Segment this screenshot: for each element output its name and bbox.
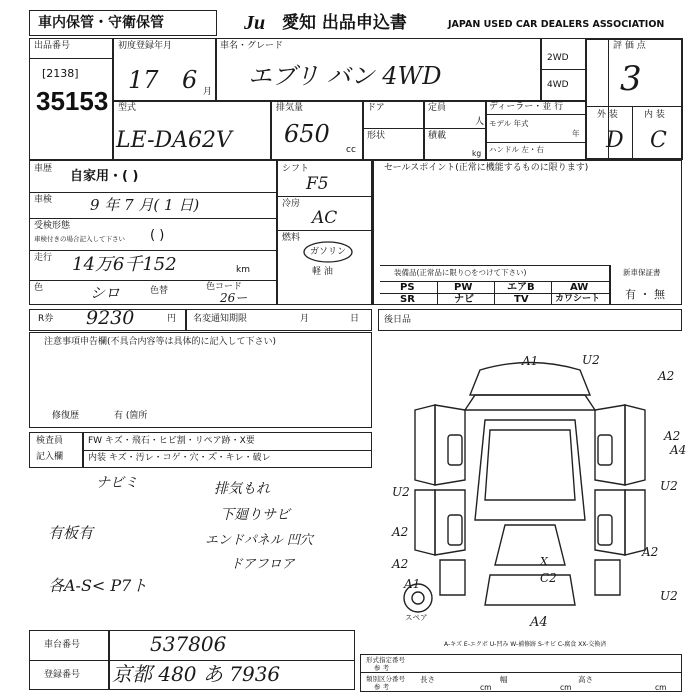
form-number-label: 形式指定番号 <box>366 656 405 664</box>
inspector-note-7: ドアフロア <box>230 557 295 572</box>
length-label: 長さ <box>420 675 435 684</box>
equipment-navi: ナビ <box>454 294 474 305</box>
equipment-airbag: エアB <box>507 282 535 293</box>
aircon-value: AC <box>312 208 338 228</box>
inspector-note-5: 下廻りサビ <box>220 507 290 523</box>
sales-point-label: セールスポイント(正常に機能するものに限ります) <box>384 163 589 173</box>
damage-mark-5: A4 <box>670 443 687 457</box>
fuel-circle <box>302 240 354 264</box>
model-code: LE-DA62V <box>116 128 232 153</box>
drive-4wd: 4WD <box>547 80 569 90</box>
year-unit: 年 <box>572 129 580 138</box>
damage-mark-r3: U2 <box>660 589 678 603</box>
repair-history-label: 修復歴 <box>52 411 80 421</box>
grade-score: 3 <box>620 59 642 99</box>
inspector-note-6: エンドパネル 凹穴 <box>205 533 313 548</box>
damage-mark-1: A1 <box>522 354 539 368</box>
mileage-value: 14万6千152 <box>72 254 177 275</box>
aircon-label: 冷房 <box>282 199 301 209</box>
name-change-label: 名変通知期限 <box>193 314 248 324</box>
repair-history-value: 有 (箇所 <box>114 411 148 421</box>
equipment-tv: TV <box>514 294 529 305</box>
damage-mark-3: A2 <box>658 369 675 383</box>
equipment-aw: AW <box>570 282 589 293</box>
displacement-label: 排気量 <box>276 103 304 113</box>
height-label: 高さ <box>578 675 593 684</box>
shape-label: 形状 <box>367 131 386 141</box>
damage-mark-9: A1 <box>404 577 421 591</box>
color-change-label: 色替 <box>150 286 169 296</box>
shaken-label: 車検 <box>34 195 53 205</box>
chassis-label: 車台番号 <box>44 640 81 650</box>
warranty-value: 有 ・ 無 <box>625 288 665 301</box>
ref-label-2: 参 考 <box>374 683 390 691</box>
capacity-label: 定員 <box>428 103 447 113</box>
lot-sub-code: [2138] <box>42 67 79 80</box>
plate-label: 登録番号 <box>44 670 81 680</box>
class-number-label: 類別区分番号 <box>366 675 405 683</box>
handle-label: ハンドル 左・右 <box>489 145 544 154</box>
height-cm: cm <box>655 683 667 692</box>
grade-label: 評 価 点 <box>613 41 646 51</box>
first-reg-month: 6 <box>182 66 198 94</box>
damage-mark-c2: C2 <box>540 571 557 585</box>
notice-day: 日 <box>350 314 360 324</box>
shift-value: F5 <box>306 174 329 194</box>
exterior-label: 外 装 <box>597 110 618 120</box>
displacement-value: 650 <box>284 120 330 148</box>
first-reg-year: 17 <box>128 66 159 94</box>
width-cm: cm <box>560 683 572 692</box>
dealer-label: ディーラー・並 行 <box>489 102 564 112</box>
lot-number: 35153 <box>36 86 109 116</box>
after-items-label: 後日品 <box>384 315 412 325</box>
damage-mark-a4: A4 <box>530 615 548 630</box>
yen-unit: 円 <box>167 314 177 324</box>
damage-legend: A-キズ E-エクボ U-凹み W-補修跡 S-サビ C-腐食 XX-交換済 <box>444 641 607 648</box>
spare-label: スペア <box>405 613 428 622</box>
ju-logo: Ju <box>244 12 266 34</box>
damage-mark-x: X <box>540 555 548 568</box>
car-name-label: 車名・グレード <box>220 41 284 51</box>
model-year-label: モデル 年式 <box>489 119 529 128</box>
equipment-leather: カワシート <box>555 294 601 304</box>
shift-label: シフト <box>282 164 310 174</box>
inspection-paren: ( ) <box>150 228 165 243</box>
color-label: 色 <box>34 283 44 293</box>
inspector-note-1: ナビミ <box>96 475 138 491</box>
spec-ref-block <box>360 654 682 692</box>
grade-box <box>588 38 682 160</box>
door-label: ドア <box>367 103 385 113</box>
equipment-sr: SR <box>400 294 415 305</box>
fuel-gasoline: ガソリン <box>310 247 347 257</box>
lot-number-label: 出品番号 <box>34 41 71 51</box>
length-cm: cm <box>480 683 492 692</box>
month-unit: 月 <box>203 87 213 97</box>
inspector-note-3: 各A-S< P7ト <box>48 576 148 595</box>
history-label: 車歴 <box>34 164 53 174</box>
interior-row: 内装 キズ・汚レ・コゲ・穴・ス゚・キレ・破レ <box>88 453 271 463</box>
inspection-label: 受検形態 <box>34 221 71 231</box>
damage-mark-8: A2 <box>392 557 409 571</box>
model-label: 型式 <box>118 103 137 113</box>
mileage-label: 走行 <box>34 253 53 263</box>
inspector-note-2: 有板有 <box>48 524 94 542</box>
damage-mark-6: U2 <box>392 485 410 499</box>
plate-number: 京都 480 あ 7936 <box>112 662 281 686</box>
damage-mark-7: A2 <box>392 525 409 539</box>
storage-label: 車内保管・守衛保管 <box>38 15 164 31</box>
history-value: 自家用・( ) <box>70 169 139 184</box>
exterior-grade: D <box>606 128 624 153</box>
color-code-value: 26ー <box>220 291 248 305</box>
width-label: 幅 <box>500 675 508 684</box>
cc-unit: cc <box>346 145 356 155</box>
ref-label: 参 考 <box>374 664 390 672</box>
recycle-amount: 9230 <box>86 307 135 329</box>
fuel-diesel: 軽 油 <box>312 267 333 277</box>
drive-2wd: 2WD <box>547 53 569 63</box>
association-name: JAPAN USED CAR DEALERS ASSOCIATION <box>448 19 665 30</box>
damage-mark-r2: A2 <box>642 545 659 559</box>
after-items-box <box>378 309 682 331</box>
capacity-unit: 人 <box>475 117 485 127</box>
chassis-number: 537806 <box>150 632 227 656</box>
inspector-entry-label: 記入欄 <box>36 452 64 462</box>
km-unit: km <box>236 265 250 275</box>
color-code-label: 色コード <box>206 282 243 292</box>
car-name: エブリ バン 4WD <box>248 62 442 90</box>
color-value: シロ <box>90 284 121 302</box>
form-title: 愛知 出品申込書 <box>282 13 407 33</box>
fuel-label: 燃料 <box>282 233 301 243</box>
warranty-label: 新車保証書 <box>623 268 661 277</box>
interior-grade: C <box>650 128 667 153</box>
notes-label: 注意事項申告欄(不具合内容等は具体的に記入して下さい) <box>44 337 277 347</box>
shaken-value: 9 年 7 月( 1 日) <box>90 196 200 214</box>
equipment-label: 装備品(正常品に限り○をつけて下さい) <box>394 268 527 277</box>
inspector-label: 検査員 <box>36 436 64 446</box>
interior-label: 内 装 <box>644 110 665 120</box>
load-unit: kg <box>472 149 482 158</box>
car-damage-diagram <box>380 350 690 635</box>
inspection-note: 車検付きの場合記入して下さい <box>34 235 125 243</box>
inspector-note-4: 排気もれ <box>214 481 270 497</box>
equipment-ps: PS <box>400 282 415 293</box>
damage-mark-2: U2 <box>582 353 600 367</box>
damage-mark-r1: U2 <box>660 479 678 493</box>
notice-month: 月 <box>300 314 310 324</box>
first-reg-label: 初度登録年月 <box>118 41 173 51</box>
equipment-pw: PW <box>454 282 473 293</box>
recycle-label: R券 <box>38 314 54 324</box>
fw-row: FW キズ・飛石・ヒビ割・リペア跡・X要 <box>88 436 255 446</box>
damage-mark-4: A2 <box>664 429 681 443</box>
load-label: 積載 <box>428 131 447 141</box>
